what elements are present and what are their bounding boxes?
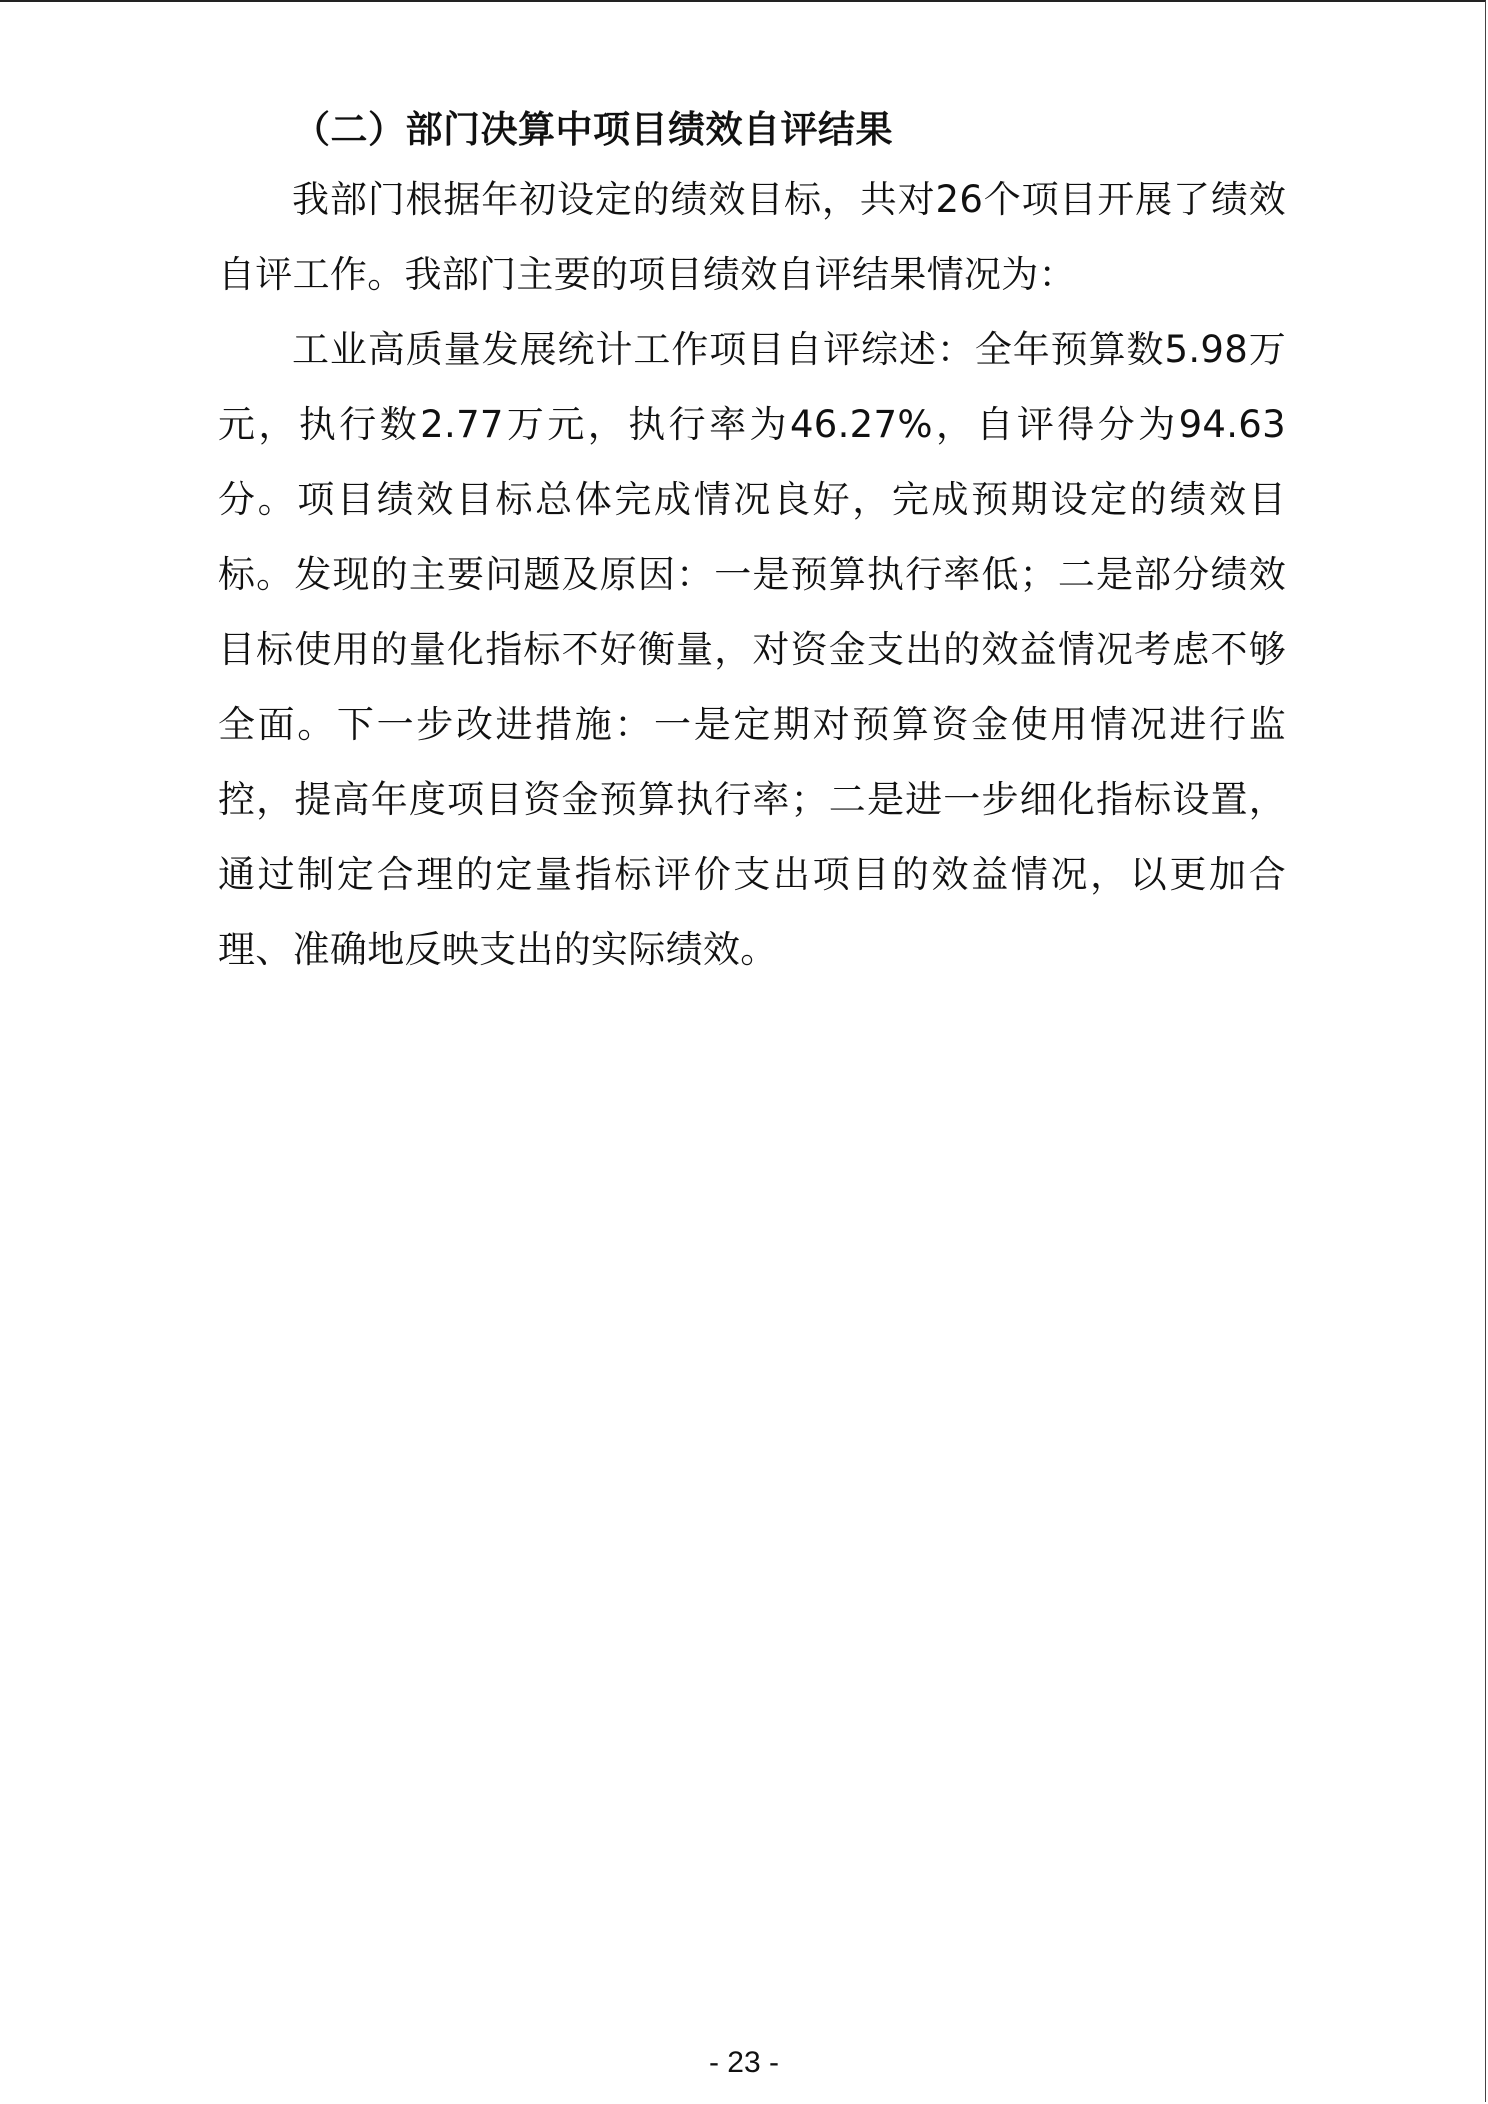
- document-body: [218, 98, 1286, 987]
- section-heading: （二）部门决算中项目绩效自评结果: [293, 108, 893, 151]
- page-number: - 23 -: [708, 2046, 780, 2079]
- paragraph-overview: 我部门根据年初设定的绩效目标，共对26个项目开展了绩效自评工作。我部门主要的项目绩效自评结果情况为：: [218, 178, 1286, 296]
- paragraph-project-review: 工业高质量发展统计工作项目自评综述：全年预算数5.98万元，执行数2.77万元，执行率为46.27%，自评得分为94.63分。项目绩效目标总体完成情况良好，完成预期设定的绩效目标。发现的主要问题及原因：一是预算执行率低；二是部分绩效目标使用的量化指标不好衡量，对资金支出的效益情况考虑不够全面。下一步改进措施：一是定期对预算资金使用情况进行监控，提高年度项目资金预算执行率；二是进一步细化指标设置，通过制定合理的定量指标评价支出项目的效益情况，以更加合理、准确地反映支出的实际绩效。: [218, 328, 1286, 971]
